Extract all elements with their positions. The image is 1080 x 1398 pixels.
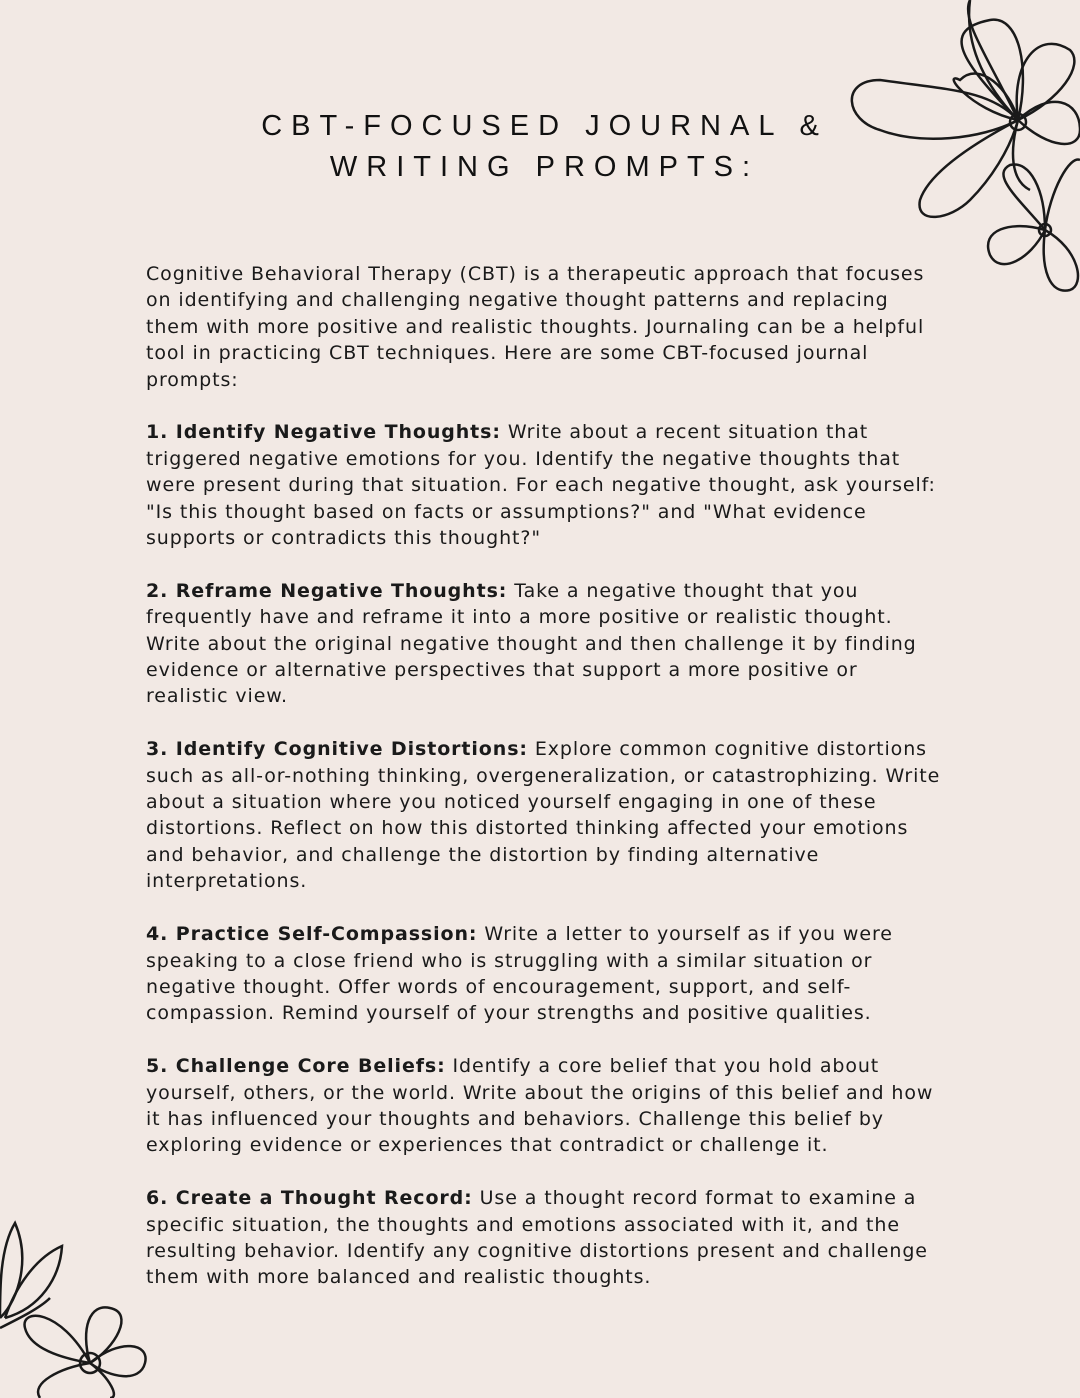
prompt-1 bbox=[146, 419, 946, 551]
prompt-3 bbox=[146, 736, 946, 894]
prompt-heading: 1. Identify Negative Thoughts: bbox=[146, 421, 501, 444]
prompt-text: Take a negative thought that you frequently have and reframe it into a more positive or realistic thought. Write about the original negative thought and then challenge it by finding evidence or alternative perspectives that support a more positive or realistic view. bbox=[146, 579, 917, 708]
prompt-4 bbox=[146, 921, 946, 1027]
page-title bbox=[0, 106, 1080, 188]
prompt-text: Write a letter to yourself as if you were speaking to a close friend who is struggling with a similar situation or negative thought. Offer words of encouragement, support, and self-compassion. Remind yourself of your strengths and positive qualities. bbox=[146, 923, 893, 1025]
prompt-heading: 3. Identify Cognitive Distortions: bbox=[146, 738, 528, 761]
prompt-2 bbox=[146, 578, 946, 710]
prompt-heading: 5. Challenge Core Beliefs: bbox=[146, 1055, 446, 1078]
prompt-heading: 6. Create a Thought Record: bbox=[146, 1187, 473, 1210]
title-line-1: CBT-FOCUSED JOURNAL & bbox=[261, 110, 828, 142]
flower-illustration-bottom-left bbox=[0, 1218, 150, 1398]
prompt-heading: 2. Reframe Negative Thoughts: bbox=[146, 579, 508, 602]
document-body bbox=[146, 261, 946, 1317]
prompt-6 bbox=[146, 1185, 946, 1291]
prompt-5 bbox=[146, 1053, 946, 1159]
intro-paragraph: Cognitive Behavioral Therapy (CBT) is a therapeutic approach that focuses on identifying and challenging negative thought patterns and replacing them with more positive and realistic thoughts. Journaling can be a helpful tool in practicing CBT techniques. Here are some CBT-focused journal prompts: bbox=[146, 263, 925, 391]
title-line-2: WRITING PROMPTS: bbox=[329, 151, 760, 183]
prompt-heading: 4. Practice Self-Compassion: bbox=[146, 923, 478, 946]
prompt-text: Write about a recent situation that triggered negative emotions for you. Identify the negative thoughts that were present during that situation. For each negative thought, ask yourself: "Is this thought based on facts or assumptions?" and "What evidence supports or contradicts this thought?" bbox=[146, 421, 936, 550]
prompt-text: Use a thought record format to examine a specific situation, the thoughts and emotions associated with it, and the resulting behavior. Identify any cognitive distortions present and challenge them with more balanced and realistic thoughts. bbox=[146, 1187, 928, 1289]
prompt-text: Explore common cognitive distortions such as all-or-nothing thinking, overgeneralization, or catastrophizing. Write about a situation where you noticed yourself engaging in one of these distortions. Reflect on how this distorted thinking affected your emotions and behavior, and challenge the distortion by finding alternative interpretations. bbox=[146, 738, 941, 893]
prompt-text: Identify a core belief that you hold about yourself, others, or the world. Write about the origins of this belief and how it has influenced your thoughts and behaviors. Challenge this belief by exploring evidence or experiences that contradict or challenge it. bbox=[146, 1055, 934, 1157]
